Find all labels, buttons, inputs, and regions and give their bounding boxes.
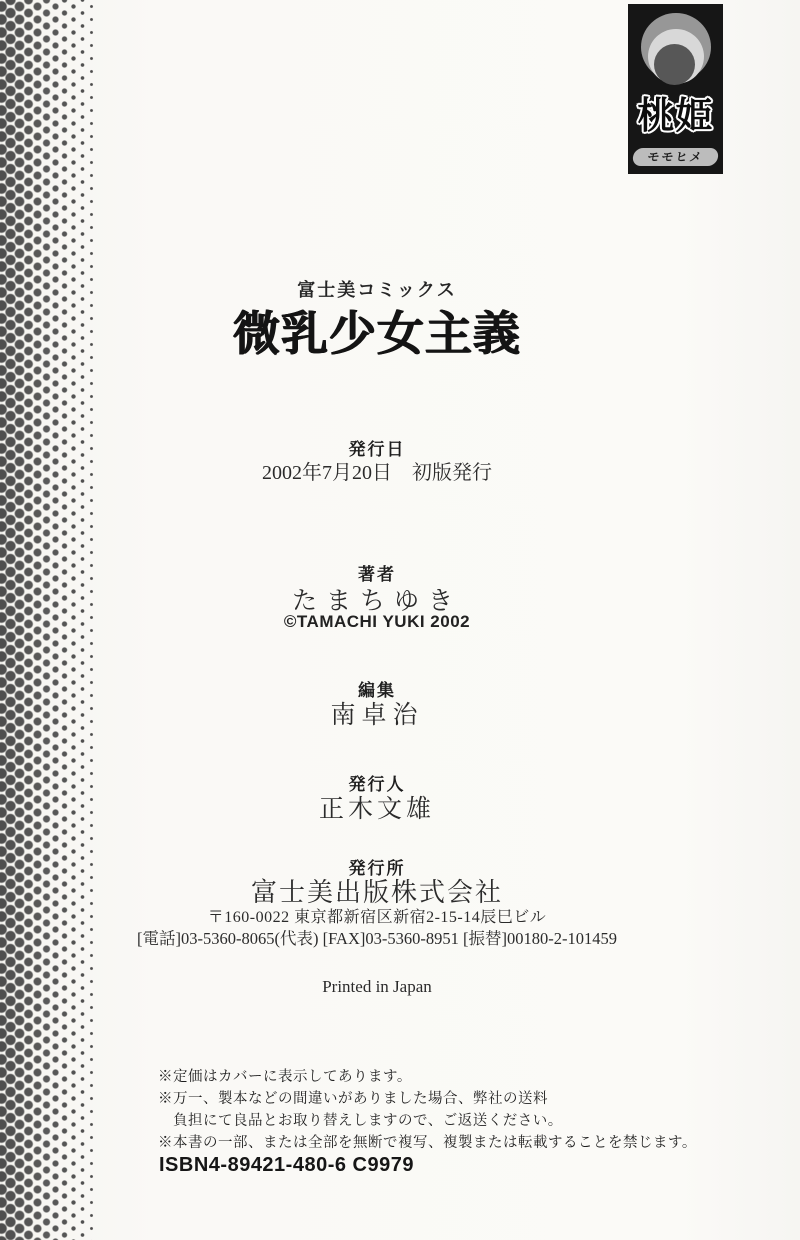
- publisher-person-label: 発行人: [348, 775, 406, 794]
- printed-in-japan: Printed in Japan: [322, 977, 432, 996]
- logo-banner-text: モモヒメ: [632, 148, 720, 166]
- editor-label: 編集: [358, 681, 396, 700]
- isbn-code: ISBN4-89421-480-6 C9979: [159, 1154, 414, 1176]
- publication-date-label: 発行日: [348, 440, 406, 459]
- note-line: ※万一、製本などの間違いがありました場合、弊社の送料: [158, 1091, 548, 1107]
- editor-name: 南卓治: [330, 702, 424, 729]
- publisher-person-name: 正木文雄: [318, 796, 435, 823]
- legal-notes: [158, 1066, 697, 1154]
- momohime-logo: [628, 4, 723, 174]
- author-name: たまちゆき: [291, 588, 462, 615]
- peach-inner-circle-icon: [654, 44, 695, 85]
- author-label: 著者: [358, 565, 396, 584]
- publisher-name: 富士美出版株式会社: [250, 878, 503, 907]
- copyright-notice: ©TAMACHI YUKI 2002: [283, 612, 471, 631]
- logo-name-text: 桃姫: [637, 95, 714, 136]
- book-title: 微乳少女主義: [233, 307, 521, 360]
- note-line: ※本書の一部、または全部を無断で複写、複製または転載することを禁じます。: [158, 1135, 697, 1151]
- publisher-contacts: [電話]03-5360-8065(代表) [FAX]03-5360-8951 [振替]00180-2-101459: [137, 929, 617, 948]
- publication-date-value: 2002年7月20日 初版発行: [262, 462, 492, 484]
- note-line: 負担にて良品とお取り替えしますので、ご返送ください。: [158, 1113, 563, 1129]
- publisher-address: 〒160-0022 東京都新宿区新宿2-15-14辰巳ビル: [207, 909, 547, 926]
- publisher-label: 発行所: [348, 859, 406, 878]
- imprint-name: 富士美コミックス: [297, 280, 457, 300]
- note-line: ※定価はカバーに表示してあります。: [158, 1069, 412, 1085]
